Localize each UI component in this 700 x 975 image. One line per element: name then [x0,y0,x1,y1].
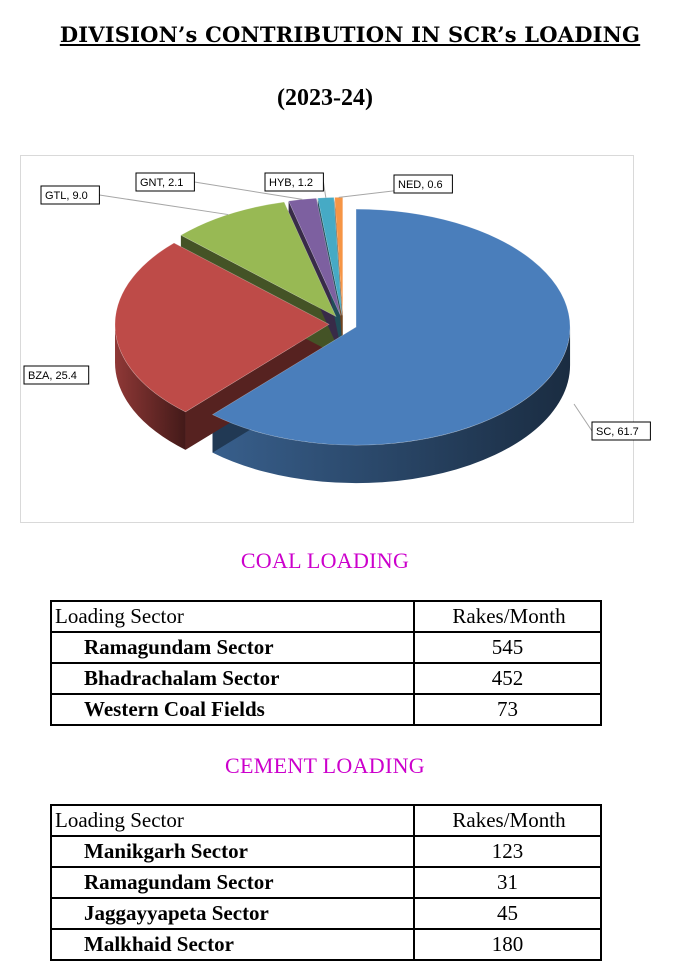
column-header-sector: Loading Sector [51,805,414,836]
rakes-cell: 73 [414,694,601,725]
table-row [51,836,601,867]
cement-loading-heading: CEMENT LOADING [225,753,425,778]
leader-line [99,195,228,215]
data-label-sc: SC, 61.7 [596,426,639,438]
table-row [51,929,601,960]
sector-cell: Ramagundam Sector [51,632,414,663]
rakes-cell: 452 [414,663,601,694]
table-row [51,663,601,694]
data-label-gnt: GNT, 2.1 [140,177,184,189]
sector-cell: Jaggayyapeta Sector [51,898,414,929]
rakes-cell: 180 [414,929,601,960]
column-header-rakes: Rakes/Month [414,601,601,632]
pie-chart [20,155,639,523]
table-header-row [51,805,601,836]
sector-cell: Ramagundam Sector [51,867,414,898]
sector-cell: Malkhaid Sector [51,929,414,960]
sector-cell: Manikgarh Sector [51,836,414,867]
leader-line [574,404,592,431]
table-header-row [51,601,601,632]
table-row [51,694,601,725]
pie-chart-svg [21,156,639,522]
rakes-cell: 545 [414,632,601,663]
coal-loading-table [50,600,602,726]
sector-cell: Western Coal Fields [51,694,414,725]
column-header-sector: Loading Sector [51,601,414,632]
table-row [51,867,601,898]
rakes-cell: 45 [414,898,601,929]
data-label-ned: NED, 0.6 [398,179,443,191]
rakes-cell: 123 [414,836,601,867]
page-title: DIVISION’s CONTRIBUTION IN SCR’s LOADING [59,22,641,47]
coal-loading-heading: COAL LOADING [240,548,410,573]
data-label-gtl: GTL, 9.0 [45,190,88,202]
sector-cell: Bhadrachalam Sector [51,663,414,694]
rakes-cell: 31 [414,867,601,898]
page-subtitle: (2023-24) [277,85,373,111]
cement-loading-table [50,804,602,961]
data-label-hyb: HYB, 1.2 [269,177,314,189]
data-label-bza: BZA, 25.4 [28,370,77,382]
column-header-rakes: Rakes/Month [414,805,601,836]
table-row [51,632,601,663]
table-row [51,898,601,929]
